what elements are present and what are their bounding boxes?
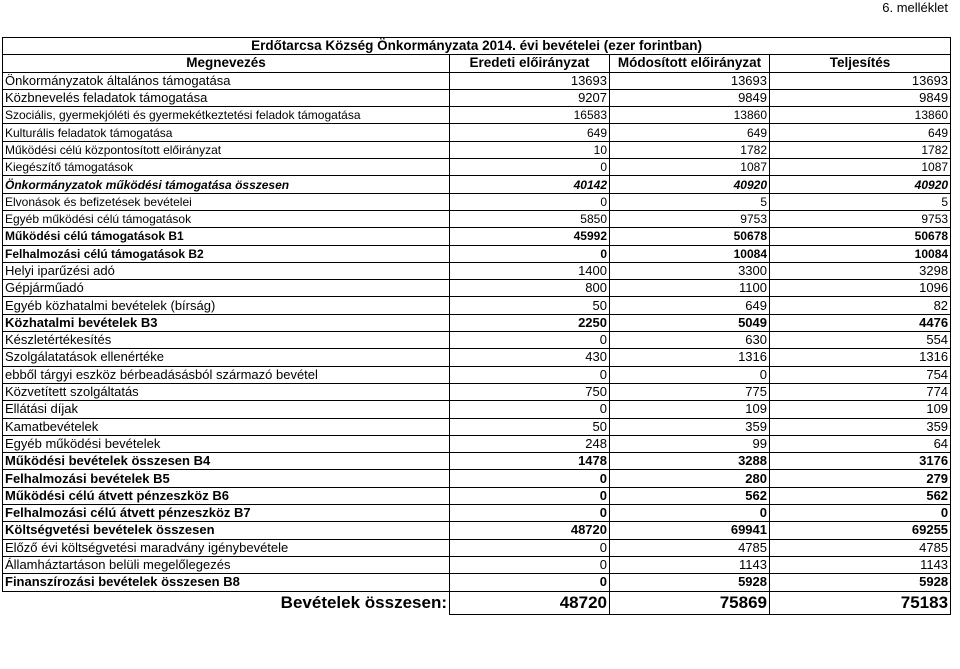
row-modified: 4785 xyxy=(610,539,770,556)
table-row xyxy=(3,349,951,366)
table-row xyxy=(3,453,951,470)
row-modified: 1087 xyxy=(610,159,770,176)
row-name: Működési célú támogatások B1 xyxy=(3,228,450,245)
row-original: 10 xyxy=(450,141,610,158)
row-original: 800 xyxy=(450,280,610,297)
row-name: Közbnevelés feladatok támogatása xyxy=(3,89,450,106)
row-modified: 9849 xyxy=(610,89,770,106)
row-name: Önkormányzatok működési támogatása összesen xyxy=(3,176,450,193)
row-name: Elvonások és befizetések bevételei xyxy=(3,193,450,210)
row-modified: 50678 xyxy=(610,228,770,245)
row-actual: 554 xyxy=(770,332,951,349)
row-actual: 562 xyxy=(770,487,951,504)
row-name: Közvetített szolgáltatás xyxy=(3,383,450,400)
row-original: 750 xyxy=(450,383,610,400)
row-modified: 0 xyxy=(610,366,770,383)
row-modified: 280 xyxy=(610,470,770,487)
row-original: 50 xyxy=(450,418,610,435)
row-name: Gépjárműadó xyxy=(3,280,450,297)
table-row xyxy=(3,505,951,522)
table-row xyxy=(3,470,951,487)
row-modified: 1143 xyxy=(610,556,770,573)
row-actual: 1096 xyxy=(770,280,951,297)
row-name: Egyéb közhatalmi bevételek (bírság) xyxy=(3,297,450,314)
row-name: Költségvetési bevételek összesen xyxy=(3,522,450,539)
row-modified: 630 xyxy=(610,332,770,349)
header-original: Eredeti előirányzat xyxy=(450,55,610,72)
row-modified: 9753 xyxy=(610,210,770,227)
row-actual: 1316 xyxy=(770,349,951,366)
row-actual: 4476 xyxy=(770,314,951,331)
row-modified: 99 xyxy=(610,435,770,452)
table-row xyxy=(3,418,951,435)
row-original: 50 xyxy=(450,297,610,314)
annex-label: 6. melléklet xyxy=(882,0,948,15)
table-row xyxy=(3,574,951,591)
row-name: Egyéb működési célú támogatások xyxy=(3,210,450,227)
header-actual: Teljesítés xyxy=(770,55,951,72)
row-actual: 5 xyxy=(770,193,951,210)
row-actual: 13693 xyxy=(770,72,951,89)
row-modified: 1100 xyxy=(610,280,770,297)
row-name: Kamatbevételek xyxy=(3,418,450,435)
row-name: Egyéb működési bevételek xyxy=(3,435,450,452)
row-actual: 649 xyxy=(770,124,951,141)
row-name: Helyi iparűzési adó xyxy=(3,262,450,279)
row-original: 0 xyxy=(450,556,610,573)
total-original: 48720 xyxy=(450,591,610,614)
row-actual: 0 xyxy=(770,505,951,522)
row-actual: 3298 xyxy=(770,262,951,279)
total-label: Bevételek összesen: xyxy=(280,592,447,612)
row-actual: 50678 xyxy=(770,228,951,245)
row-original: 0 xyxy=(450,470,610,487)
row-modified: 13860 xyxy=(610,107,770,124)
row-modified: 1782 xyxy=(610,141,770,158)
row-name: Kiegészítő támogatások xyxy=(3,159,450,176)
row-original: 40142 xyxy=(450,176,610,193)
table-title-row xyxy=(3,38,951,55)
table-row xyxy=(3,228,951,245)
row-original: 0 xyxy=(450,487,610,504)
row-original: 0 xyxy=(450,401,610,418)
table-row xyxy=(3,107,951,124)
table-row xyxy=(3,539,951,556)
row-actual: 64 xyxy=(770,435,951,452)
row-actual: 9753 xyxy=(770,210,951,227)
row-actual: 1087 xyxy=(770,159,951,176)
row-original: 1478 xyxy=(450,453,610,470)
row-name: Felhalmozási célú átvett pénzeszköz B7 xyxy=(3,505,450,522)
table-row xyxy=(3,72,951,89)
row-name: Önkormányzatok általános támogatása xyxy=(3,72,450,89)
row-original: 0 xyxy=(450,539,610,556)
table-title: Erdőtarcsa Község Önkormányzata 2014. évi bevételei (ezer forintban) xyxy=(3,38,951,55)
table-header-row xyxy=(3,55,951,72)
table-row xyxy=(3,297,951,314)
table-row xyxy=(3,487,951,504)
budget-table xyxy=(2,37,951,615)
row-original: 2250 xyxy=(450,314,610,331)
table-row xyxy=(3,176,951,193)
row-modified: 775 xyxy=(610,383,770,400)
table-row xyxy=(3,245,951,262)
row-modified: 5928 xyxy=(610,574,770,591)
row-modified: 0 xyxy=(610,505,770,522)
row-modified: 109 xyxy=(610,401,770,418)
table-row xyxy=(3,89,951,106)
row-original: 45992 xyxy=(450,228,610,245)
table-row xyxy=(3,159,951,176)
row-modified: 3300 xyxy=(610,262,770,279)
row-actual: 279 xyxy=(770,470,951,487)
row-actual: 82 xyxy=(770,297,951,314)
row-actual: 754 xyxy=(770,366,951,383)
row-original: 13693 xyxy=(450,72,610,89)
table-row xyxy=(3,124,951,141)
total-modified: 75869 xyxy=(610,591,770,614)
table-row xyxy=(3,193,951,210)
row-actual: 9849 xyxy=(770,89,951,106)
total-actual: 75183 xyxy=(770,591,951,614)
table-row xyxy=(3,210,951,227)
row-modified: 69941 xyxy=(610,522,770,539)
row-original: 0 xyxy=(450,505,610,522)
table-row xyxy=(3,435,951,452)
row-name: ebből tárgyi eszköz bérbeadásásból származó bevétel xyxy=(3,366,450,383)
table-row xyxy=(3,401,951,418)
row-modified: 649 xyxy=(610,124,770,141)
row-original: 430 xyxy=(450,349,610,366)
row-original: 0 xyxy=(450,193,610,210)
row-actual: 40920 xyxy=(770,176,951,193)
table-row xyxy=(3,366,951,383)
row-modified: 359 xyxy=(610,418,770,435)
row-actual: 1143 xyxy=(770,556,951,573)
row-original: 9207 xyxy=(450,89,610,106)
total-row xyxy=(3,591,951,614)
row-name: Működési célú központosított előirányzat xyxy=(3,141,450,158)
row-actual: 359 xyxy=(770,418,951,435)
row-modified: 13693 xyxy=(610,72,770,89)
table-row xyxy=(3,262,951,279)
row-name: Kulturális feladatok támogatása xyxy=(3,124,450,141)
row-modified: 5049 xyxy=(610,314,770,331)
row-name: Ellátási díjak xyxy=(3,401,450,418)
table-row xyxy=(3,280,951,297)
row-original: 0 xyxy=(450,332,610,349)
row-modified: 3288 xyxy=(610,453,770,470)
row-name: Felhalmozási bevételek B5 xyxy=(3,470,450,487)
row-modified: 5 xyxy=(610,193,770,210)
row-modified: 10084 xyxy=(610,245,770,262)
row-modified: 562 xyxy=(610,487,770,504)
row-actual: 10084 xyxy=(770,245,951,262)
table-row xyxy=(3,522,951,539)
row-modified: 1316 xyxy=(610,349,770,366)
row-modified: 649 xyxy=(610,297,770,314)
row-actual: 3176 xyxy=(770,453,951,470)
row-actual: 5928 xyxy=(770,574,951,591)
row-name: Szociális, gyermekjóléti és gyermekétkeztetési feladok támogatása xyxy=(3,107,450,124)
row-modified: 40920 xyxy=(610,176,770,193)
row-actual: 13860 xyxy=(770,107,951,124)
row-original: 0 xyxy=(450,245,610,262)
row-original: 0 xyxy=(450,366,610,383)
row-original: 1400 xyxy=(450,262,610,279)
row-actual: 4785 xyxy=(770,539,951,556)
row-original: 0 xyxy=(450,574,610,591)
header-name: Megnevezés xyxy=(3,55,450,72)
table-row xyxy=(3,141,951,158)
row-name: Működési célú átvett pénzeszköz B6 xyxy=(3,487,450,504)
row-actual: 1782 xyxy=(770,141,951,158)
row-original: 248 xyxy=(450,435,610,452)
row-actual: 774 xyxy=(770,383,951,400)
table-row xyxy=(3,556,951,573)
row-name: Szolgálatatások ellenértéke xyxy=(3,349,450,366)
row-original: 0 xyxy=(450,159,610,176)
row-original: 5850 xyxy=(450,210,610,227)
table-row xyxy=(3,383,951,400)
row-name: Államháztartáson belüli megelőlegezés xyxy=(3,556,450,573)
row-original: 649 xyxy=(450,124,610,141)
table-row xyxy=(3,314,951,331)
header-modified: Módosított előirányzat xyxy=(610,55,770,72)
row-name: Működési bevételek összesen B4 xyxy=(3,453,450,470)
budget-table-body xyxy=(3,38,951,615)
table-row xyxy=(3,332,951,349)
row-original: 48720 xyxy=(450,522,610,539)
row-actual: 109 xyxy=(770,401,951,418)
row-name: Finanszírozási bevételek összesen B8 xyxy=(3,574,450,591)
row-actual: 69255 xyxy=(770,522,951,539)
row-name: Felhalmozási célú támogatások B2 xyxy=(3,245,450,262)
row-name: Közhatalmi bevételek B3 xyxy=(3,314,450,331)
row-name: Készletértékesítés xyxy=(3,332,450,349)
row-original: 16583 xyxy=(450,107,610,124)
row-name: Előző évi költségvetési maradvány igénybevétele xyxy=(3,539,450,556)
